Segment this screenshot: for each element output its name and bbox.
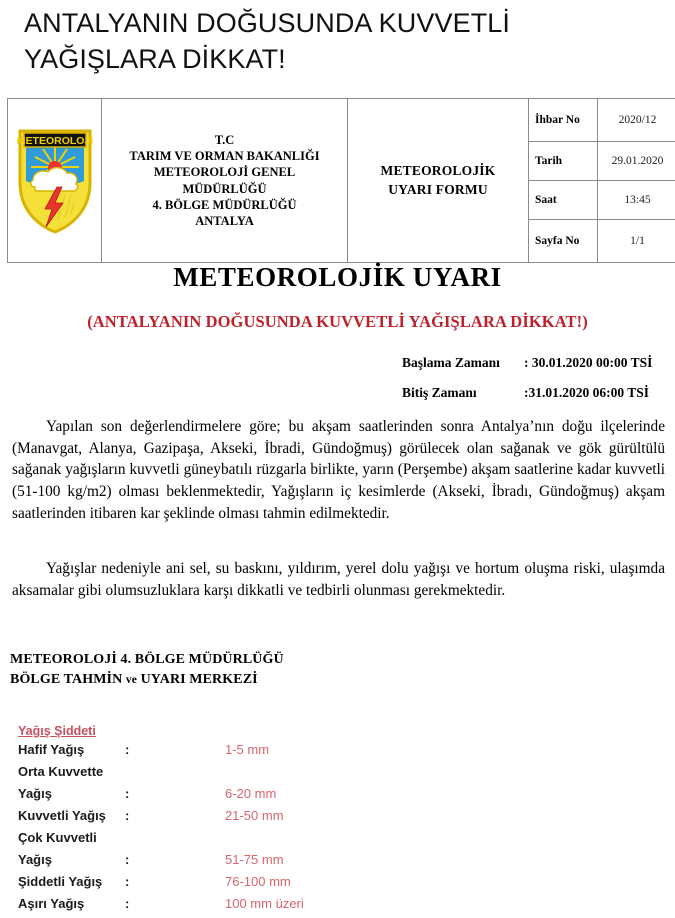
legend-row <box>18 830 418 852</box>
legend-label: Yağış <box>18 852 52 867</box>
meta-value-saat: 13:45 <box>598 181 675 220</box>
page-headline: ANTALYANIN DOĞUSUNDA KUVVETLİ YAĞIŞLARA DİKKAT! <box>24 6 644 78</box>
form-title-line-1: METEOROLOJİK <box>348 162 528 180</box>
document-title: METEOROLOJİK UYARI <box>0 262 675 293</box>
legend-value: 21-50 mm <box>225 808 284 823</box>
legend-title: Yağış Şiddeti <box>18 724 96 738</box>
signature-block <box>10 650 284 691</box>
legend-label: Şiddetli Yağış <box>18 874 102 889</box>
legend-label: Orta Kuvvette <box>18 764 103 779</box>
legend-row <box>18 896 418 918</box>
legend-value: 6-20 mm <box>225 786 276 801</box>
legend-colon: : <box>125 786 129 801</box>
meta-value-ihbar-no: 2020/12 <box>598 99 675 142</box>
meteoroloji-logo <box>15 125 95 237</box>
org-line-4: MÜDÜRLÜĞÜ <box>106 181 343 197</box>
legend-label: Kuvvetli Yağış <box>18 808 106 823</box>
signature-line-2-b: UYARI MERKEZİ <box>141 672 258 687</box>
legend-value: 76-100 mm <box>225 874 291 889</box>
meta-value-sayfa-no: 1/1 <box>598 220 675 263</box>
logo-banner-text: METEOROLOJi <box>16 135 93 147</box>
meta-key-tarih: Tarih <box>529 142 598 181</box>
signature-line-1: METEOROLOJİ 4. BÖLGE MÜDÜRLÜĞÜ <box>10 650 284 670</box>
start-time-label: Başlama Zamanı <box>402 355 524 371</box>
org-line-2: TARIM VE ORMAN BAKANLIĞI <box>106 148 343 164</box>
legend-row <box>18 764 418 786</box>
legend-label: Hafif Yağış <box>18 742 84 757</box>
legend-value: 51-75 mm <box>225 852 284 867</box>
meta-key-ihbar-no: İhbar No <box>529 99 598 142</box>
meta-key-sayfa-no: Sayfa No <box>529 220 598 263</box>
org-line-5: 4. BÖLGE MÜDÜRLÜĞÜ <box>106 197 343 213</box>
legend-row <box>18 786 418 808</box>
meta-key-saat: Saat <box>529 181 598 220</box>
precipitation-intensity-legend <box>18 722 418 918</box>
legend-label: Aşırı Yağış <box>18 896 84 911</box>
document-subtitle: (ANTALYANIN DOĞUSUNDA KUVVETLİ YAĞIŞLARA DİKKAT!) <box>0 312 675 332</box>
org-line-1: T.C <box>106 132 343 148</box>
meta-value-tarih: 29.01.2020 <box>598 142 675 181</box>
end-time-label: Bitiş Zamanı <box>402 385 524 401</box>
signature-line-2 <box>10 670 284 690</box>
form-title-cell <box>348 99 529 263</box>
end-time-row <box>402 385 649 401</box>
header-table <box>7 98 675 263</box>
legend-row <box>18 852 418 874</box>
legend-colon: : <box>125 896 129 911</box>
legend-colon: : <box>125 874 129 889</box>
legend-label: Çok Kuvvetli <box>18 830 97 845</box>
form-title-line-2: UYARI FORMU <box>348 181 528 199</box>
start-time-value: : 30.01.2020 00:00 TSİ <box>524 355 652 371</box>
legend-row <box>18 808 418 830</box>
legend-label: Yağış <box>18 786 52 801</box>
legend-value: 1-5 mm <box>225 742 269 757</box>
logo-cell <box>8 99 102 263</box>
legend-value: 100 mm üzeri <box>225 896 304 911</box>
signature-line-2-a: BÖLGE TAHMİN <box>10 672 122 687</box>
end-time-value: :31.01.2020 06:00 TSİ <box>524 385 649 401</box>
legend-row <box>18 742 418 764</box>
org-line-6: ANTALYA <box>106 213 343 229</box>
legend-row <box>18 874 418 896</box>
legend-colon: : <box>125 742 129 757</box>
start-time-row <box>402 355 652 371</box>
org-line-3: METEOROLOJİ GENEL <box>106 164 343 180</box>
legend-colon: : <box>125 808 129 823</box>
organization-cell <box>102 99 348 263</box>
body-paragraph-2: Yağışlar nedeniyle ani sel, su baskını, yıldırım, yerel dolu yağışı ve hortum oluşma riski, ulaşımda aksamalar gibi olumsuzluklara karşı dikkatli ve tedbirli olunması gerekmektedir. <box>12 558 665 601</box>
meteoroloji-shield-icon <box>15 125 95 237</box>
signature-line-2-ve: ve <box>126 674 137 686</box>
body-paragraph-1: Yapılan son değerlendirmelere göre; bu akşam saatlerinden sonra Antalya’nın doğu ilçelerinde (Manavgat, Alanya, Gazipaşa, Akseki, İbradi, Gündoğmuş) görülecek olan sağanak ve gök gürültülü sağanak yağışların kuvvetli güneybatılı rüzgarla birlikte, yarın (Perşembe) akşam saatlerine kadar kuvvetli (51-100 kg/m2) olması beklenmektedir, Yağışların iç kesimlerde (Akseki, İbradı, Gündoğmuş) akşam saatlerinden itibaren kar şeklinde olması tahmin edilmektedir. <box>12 416 665 525</box>
legend-colon: : <box>125 852 129 867</box>
